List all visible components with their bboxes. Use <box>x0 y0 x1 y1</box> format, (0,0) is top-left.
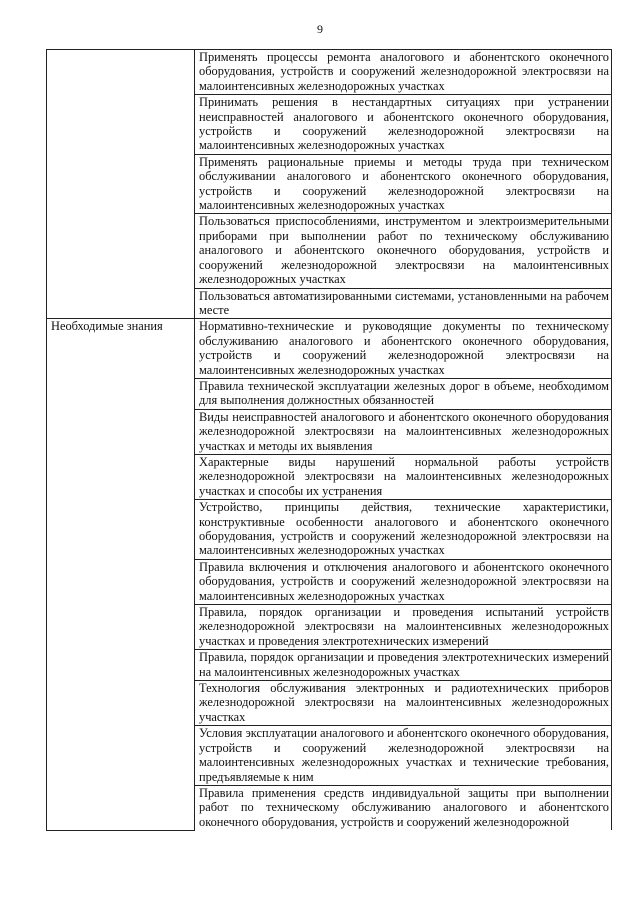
requirement-text: Нормативно-технические и руководящие документы по техническому обслуживанию аналогового и абонентского оконечного оборудования, устройств и сооружений железнодорожной электросвязи на малоинтенсивных железнодорожных участках <box>195 319 612 379</box>
requirement-text: Правила, порядок организации и проведения электротехнических измерений на малоинтенсивных железнодорожных участках <box>195 650 612 681</box>
section-label-cell <box>47 319 195 830</box>
requirement-text: Правила, порядок организации и проведения испытаний устройств железнодорожной электросвязи на малоинтенсивных железнодорожных участках и проведения электротехнических измерений <box>195 605 612 650</box>
requirement-text: Виды неисправностей аналогового и абонентского оконечного оборудования железнодорожной электросвязи на малоинтенсивных железнодорожных участках и методы их выявления <box>195 409 612 454</box>
table-row <box>47 50 612 95</box>
page-number: 9 <box>317 22 323 36</box>
requirement-text: Принимать решения в нестандартных ситуациях при устранении неисправностей аналогового и абонентского оконечного оборудования, устройств и сооружений железнодорожной электросвязи на малоинтенсивных железнодорожных участках <box>195 95 612 155</box>
requirement-text: Устройство, принципы действия, технические характеристики, конструктивные особенности аналогового и абонентского оконечного оборудования, устройств и сооружений железнодорожной электросвязи на малоинтенсивных железнодорожных участках <box>195 500 612 560</box>
requirement-text: Технология обслуживания электронных и радиотехнических приборов железнодорожной электросвязи на малоинтенсивных железнодорожных участках <box>195 681 612 726</box>
table-row <box>47 319 612 379</box>
requirement-text: Условия эксплуатации аналогового и абонентского оконечного оборудования, устройств и сооружений железнодорожной электросвязи на малоинтенсивных железнодорожных участках и технические требования, предъявляемые к ним <box>195 726 612 786</box>
requirement-text: Правила включения и отключения аналогового и абонентского оконечного оборудования, устройств и сооружений железнодорожной электросвязи на малоинтенсивных железнодорожных участках <box>195 559 612 604</box>
requirement-text: Характерные виды нарушений нормальной работы устройств железнодорожной электросвязи на малоинтенсивных железнодорожных участках и способы их устранения <box>195 454 612 499</box>
requirement-text: Применять рациональные приемы и методы труда при техническом обслуживании аналогового и абонентского оконечного оборудования, устройств и сооружений железнодорожной электросвязи на малоинтенсивных железнодорожных участках <box>195 154 612 214</box>
requirement-text: Правила технической эксплуатации железных дорог в объеме, необходимом для выполнения должностных обязанностей <box>195 378 612 409</box>
requirement-text: Правила применения средств индивидуальной защиты при выполнении работ по техническому обслуживанию аналогового и абонентского оконечного оборудования, устройств и сооружений железнодорожной <box>195 785 612 830</box>
requirements-table <box>46 49 612 831</box>
section-label: Необходимые знания <box>51 319 163 334</box>
table-body <box>47 50 612 831</box>
requirement-text: Пользоваться приспособлениями, инструментом и электроизмерительными приборами при выполнении работ по техническому обслуживанию аналогового и абонентского оконечного оборудования, устройств и сооружений железнодорожной электросвязи на малоинтенсивных железнодорожных участках <box>195 214 612 288</box>
requirement-text: Пользоваться автоматизированными системами, установленными на рабочем месте <box>195 288 612 319</box>
section-label-cell <box>47 50 195 319</box>
requirement-text: Применять процессы ремонта аналогового и абонентского оконечного оборудования, устройств и сооружений железнодорожной электросвязи на малоинтенсивных железнодорожных участках <box>195 50 612 95</box>
